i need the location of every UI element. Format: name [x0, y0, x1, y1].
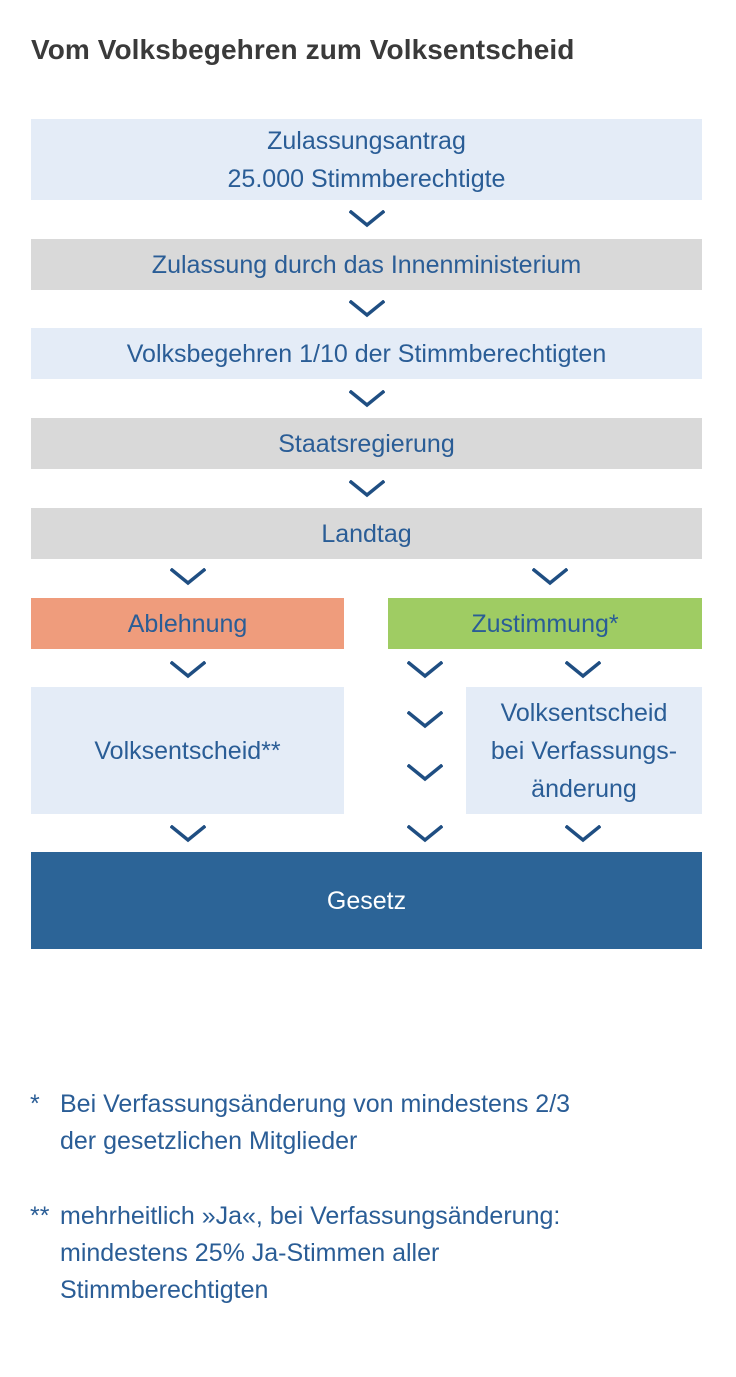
chevron-down-icon [170, 825, 206, 843]
box-zustimmung [388, 598, 702, 649]
box-gesetz [31, 852, 702, 949]
footnote-1 [30, 1086, 720, 1166]
chevron-down-icon [349, 300, 385, 318]
footnote-2-line3: Stimmberechtigten [60, 1276, 269, 1304]
box-volksbegehren [31, 328, 702, 379]
footnote-1-line2: der gesetzlichen Mitglieder [60, 1127, 358, 1155]
diagram-title: Vom Volksbegehren zum Volksentscheid [31, 34, 575, 65]
box-staatsregierung-label: Staatsregierung [278, 429, 455, 458]
footnote-1-marker: * [30, 1090, 40, 1118]
chevron-down-icon [532, 568, 568, 586]
chevron-down-icon [565, 661, 601, 679]
box-landtag [31, 508, 702, 559]
footnote-2-line1: mehrheitlich »Ja«, bei Verfassungsänderung: [60, 1202, 561, 1230]
chevron-down-icon [349, 390, 385, 408]
box-ablehnung [31, 598, 344, 649]
box-landtag-label: Landtag [321, 519, 412, 548]
footnote-2-line2: mindestens 25% Ja-Stimmen aller [60, 1239, 440, 1267]
box-ablehnung-label: Ablehnung [127, 609, 248, 638]
footnote-2 [30, 1198, 720, 1313]
box-zulassungsantrag-line2: 25.000 Stimmberechtigte [227, 164, 506, 193]
box-zulassung [31, 239, 702, 290]
chevron-down-icon [170, 661, 206, 679]
chevron-down-icon [407, 711, 443, 729]
box-zustimmung-label: Zustimmung* [471, 609, 619, 638]
box-gesetz-label: Gesetz [326, 886, 407, 915]
box-zulassungsantrag [31, 119, 702, 200]
box-volksbegehren-label: Volksbegehren 1/10 der Stimmberechtigten [126, 339, 607, 368]
chevron-down-icon [407, 661, 443, 679]
box-staatsregierung [31, 418, 702, 469]
box-volksentscheid-right [466, 687, 702, 814]
box-zulassungsantrag-line1: Zulassungsantrag [267, 126, 466, 155]
box-volksentscheid-left [31, 687, 344, 814]
chevron-down-icon [349, 480, 385, 498]
box-volksentscheid-right-line2: bei Verfassungs- [490, 736, 678, 765]
chevron-down-icon [407, 764, 443, 782]
box-volksentscheid-right-line3: änderung [531, 774, 637, 803]
chevron-down-icon [170, 568, 206, 586]
footnote-1-line1: Bei Verfassungsänderung von mindestens 2/3 [60, 1090, 571, 1118]
chevron-down-icon [349, 210, 385, 228]
box-volksentscheid-right-line1: Volksentscheid [500, 698, 668, 727]
box-zulassung-label: Zulassung durch das Innenministerium [151, 250, 582, 279]
box-volksentscheid-left-label: Volksentscheid** [94, 736, 281, 765]
chevron-down-icon [565, 825, 601, 843]
chevron-down-icon [407, 825, 443, 843]
footnote-2-marker: ** [30, 1202, 50, 1230]
